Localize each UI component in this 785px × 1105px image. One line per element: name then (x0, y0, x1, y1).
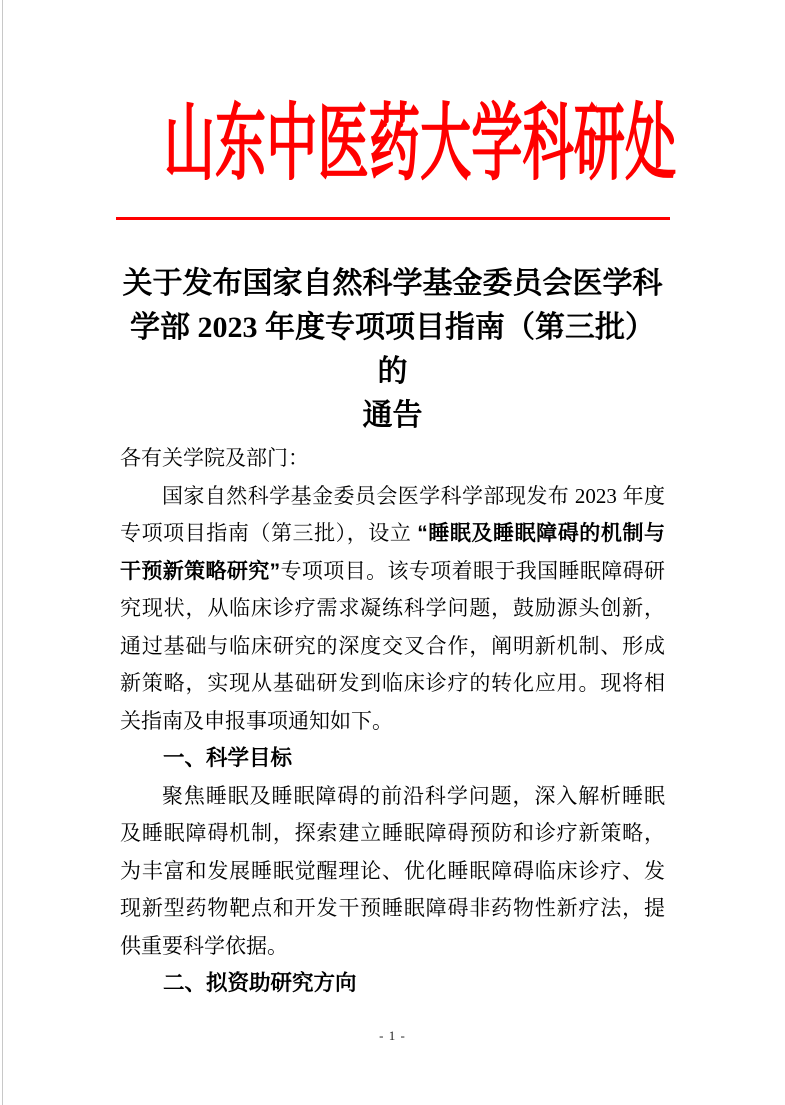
letterhead-divider-line (116, 217, 670, 220)
document-title (120, 262, 665, 438)
document-title-line-1: 关于发布国家自然科学基金委员会医学科 (122, 267, 663, 300)
section-heading-1: 一、科学目标 (163, 746, 293, 770)
section-heading-2: 二、拟资助研究方向 (163, 971, 357, 995)
intro-text-pre: 国家自然科学基金委员会医学科学部现发布 2023 年度专项项目指南（第三批），设立 (120, 483, 665, 545)
intro-text-post: 专项项目。该专项着眼于我国睡眠障碍研究现状，从临床诊疗需求凝练科学问题，鼓励源头创新，通过基础与临床研究的深度交叉合作，阐明新机制、形成新策略，实现从基础研发到临床诊疗的转化应用。现将相关指南及申报事项通知如下。 (120, 558, 666, 733)
document-title-line-2: 学部 2023 年度专项项目指南（第三批）的 (130, 311, 655, 388)
salutation: 各有关学院及部门： (120, 446, 309, 470)
page-number: - 1 - (379, 1028, 406, 1043)
letterhead (0, 98, 785, 191)
letterhead-org-name: 山东中医药大学科研处 (163, 98, 677, 191)
document-body (120, 440, 665, 1003)
section-1-body: 聚焦睡眠及睡眠障碍的前沿科学问题，深入解析睡眠及睡眠障碍机制，探索建立睡眠障碍预防和诊疗新策略，为丰富和发展睡眠觉醒理论、优化睡眠障碍临床诊疗、发现新型药物靶点和开发干预睡眠障碍非药物性新疗法，提供重要科学依据。 (120, 783, 665, 958)
intro-paragraph (120, 478, 665, 741)
project-name-bold: “睡眠及睡眠障碍的机制与干预新策略研究” (120, 522, 666, 583)
document-title-line-3: 通告 (362, 399, 423, 432)
